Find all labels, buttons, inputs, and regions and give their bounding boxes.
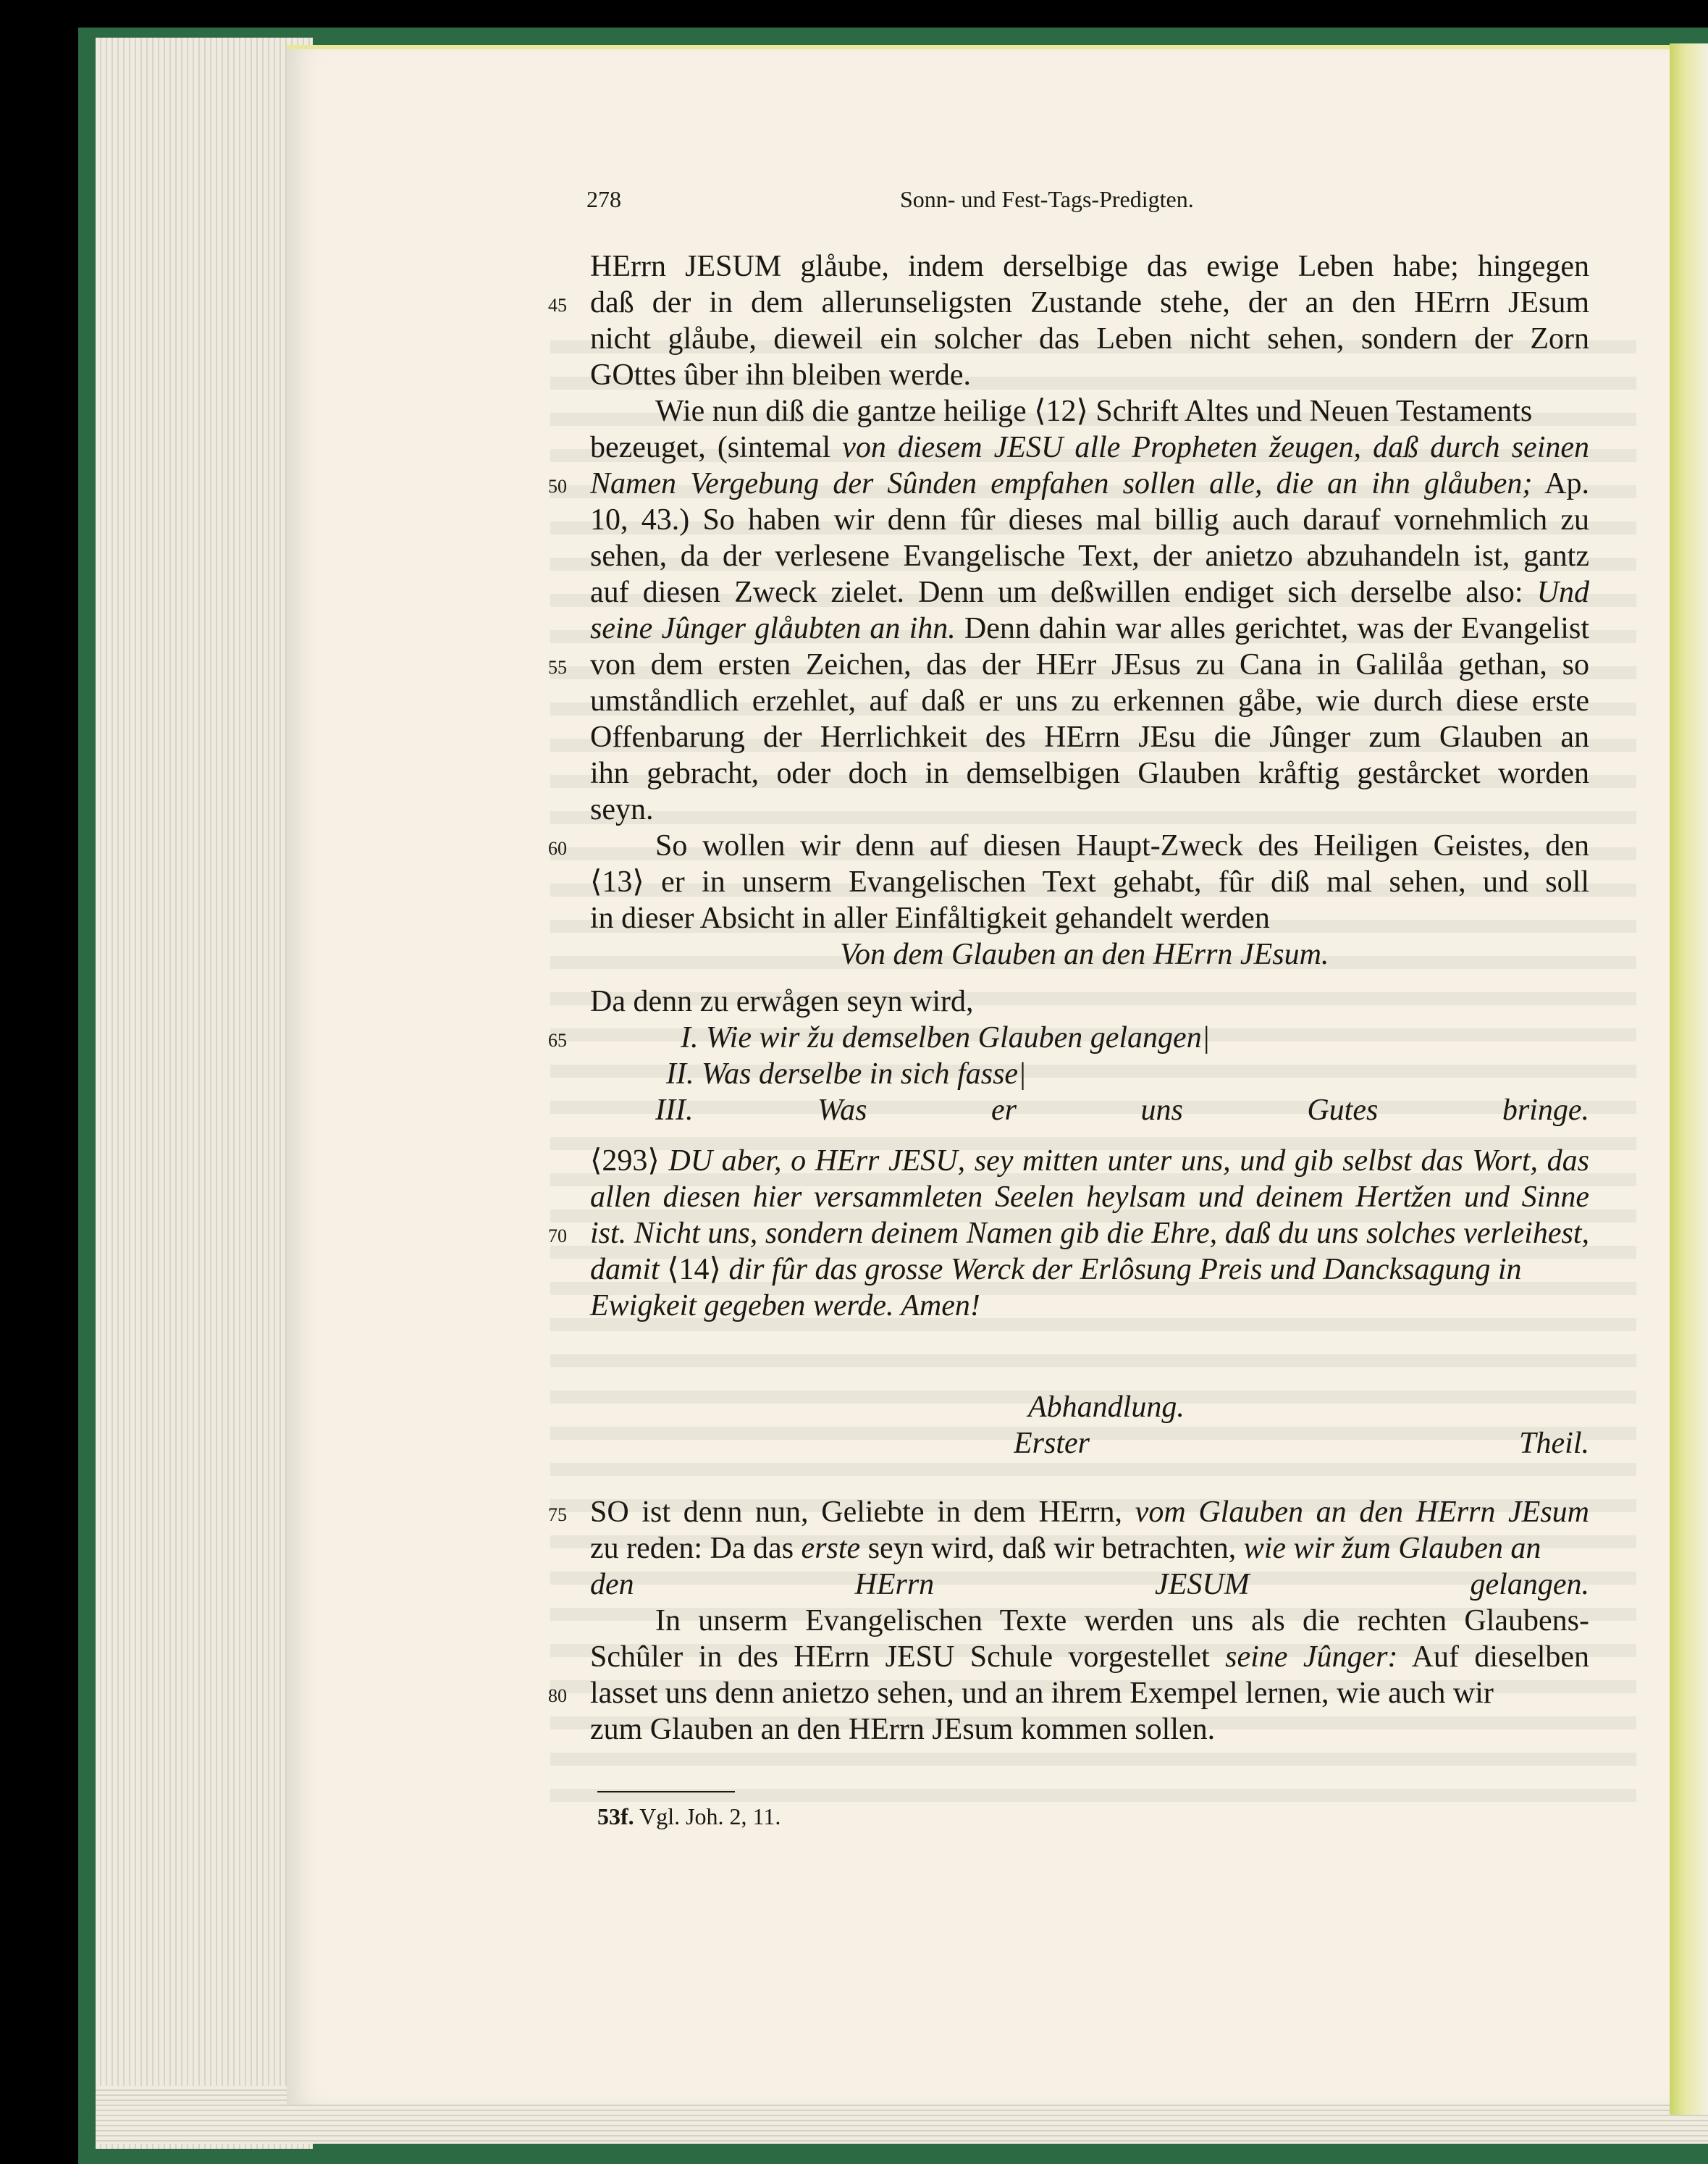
page-number: 278	[586, 186, 621, 212]
text-span: Denn dahin war alles gerichtet, was der Evangelist	[955, 612, 1589, 645]
text-line	[590, 611, 1589, 647]
facing-page-edge	[1670, 43, 1708, 2115]
text-span: ⟨13⟩ er in unserm Evangelischen Text gehabt, fûr diß mal sehen, und soll	[590, 865, 1589, 899]
italic-span: vom Glauben an den HErrn JEsum	[1135, 1496, 1589, 1529]
italic-span: I. Wie wir žu demselben Glauben gelangen|	[681, 1021, 1211, 1054]
text-line	[590, 502, 1589, 538]
text-span: So wollen wir denn auf diesen Haupt-Zweck des Heiligen Geistes, den	[655, 829, 1589, 863]
text-span: Da denn zu erwågen seyn wird,	[590, 985, 974, 1018]
text-span: Ap.	[1544, 467, 1589, 500]
text-line	[590, 574, 1589, 611]
text-span: lasset uns denn anietzo sehen, und an ihrem Exempel lernen, wie auch wir	[590, 1677, 1494, 1710]
text-line	[655, 828, 1589, 864]
text-span: nicht glåube, dieweil ein solcher das Leben nicht sehen, sondern der Zorn	[590, 322, 1589, 356]
text-line	[655, 393, 1532, 429]
text-line	[590, 285, 1589, 321]
text-span: von dem ersten Zeichen, das der HErr JEsus zu Cana in Galilåa gethan, so	[590, 648, 1589, 682]
text-line	[590, 1567, 1589, 1603]
text-span: zum Glauben an den HErrn JEsum kommen sollen.	[590, 1713, 1216, 1746]
italic-span: damit	[590, 1253, 668, 1286]
text-line	[590, 357, 971, 393]
text-line	[590, 1494, 1589, 1530]
footnote-ref: 53f.	[597, 1803, 634, 1829]
text-span: HErrn JESUM glåube, indem derselbige das ewige Leben habe; hingegen	[590, 250, 1589, 283]
text-line	[590, 1530, 1541, 1567]
text-span: Wie nun diß die gantze heilige ⟨12⟩ Schrift Altes und Neuen Testaments	[655, 395, 1533, 428]
line-number: 50	[548, 476, 567, 497]
text-line	[666, 1056, 1027, 1092]
text-line	[1014, 1425, 1589, 1461]
italic-span: Und	[1536, 576, 1589, 609]
text-span: Auf dieselben	[1397, 1640, 1589, 1674]
italic-span: erste	[801, 1532, 861, 1565]
line-number: 70	[548, 1225, 567, 1246]
text-line	[590, 321, 1589, 357]
text-line	[590, 1288, 980, 1324]
italic-span: den HErrn JESUM gelangen.	[590, 1568, 1589, 1601]
italic-span: Erster Theil.	[1014, 1427, 1589, 1460]
text-span: auf diesen Zweck zielet. Denn um deßwillen endiget sich derselbe also:	[590, 576, 1537, 609]
text-line	[590, 1711, 1215, 1748]
line-number: 55	[548, 657, 567, 678]
text-span: ihn gebracht, oder doch in demselbigen Glauben kråftig gestårcket worden	[590, 757, 1589, 790]
text-span: in dieser Absicht in aller Einfåltigkeit gehandelt werden	[590, 902, 1270, 935]
italic-span: seine Jûnger:	[1225, 1640, 1398, 1674]
text-span: zu reden: Da das	[590, 1532, 802, 1565]
text-span: GOttes ûber ihn bleiben werde.	[590, 358, 972, 392]
footnote-text: Vgl. Joh. 2, 11.	[634, 1803, 781, 1829]
italic-span: allen diesen hier versammleten Seelen heylsam und deinem Hertžen und Sinne	[590, 1180, 1589, 1214]
text-span: In unserm Evangelischen Texte werden uns als die rechten Glaubens-	[655, 1604, 1589, 1637]
text-span: 10, 43.) So haben wir denn fûr dieses mal billig auch darauf vornehmlich zu	[590, 503, 1589, 537]
text-span: umståndlich erzehlet, auf daß er uns zu erkennen gåbe, wie durch diese erste	[590, 684, 1589, 718]
text-line	[590, 984, 973, 1020]
text-line	[655, 1092, 1589, 1128]
text-line	[681, 1020, 1210, 1056]
text-span: sehen, da der verlesene Evangelische Text, der anietzo abzuhandeln ist, gantz	[590, 540, 1589, 573]
text-span: seyn.	[590, 793, 654, 826]
line-number: 60	[548, 838, 567, 859]
italic-span: Ewigkeit gegeben werde. Amen!	[590, 1289, 980, 1322]
text-line	[590, 683, 1589, 719]
italic-span: II. Was derselbe in sich fasse|	[666, 1057, 1027, 1091]
text-span: seyn wird, daß wir betrachten,	[860, 1532, 1244, 1565]
line-number: 80	[548, 1685, 567, 1706]
footnote	[597, 1802, 781, 1831]
italic-span: Namen Vergebung der Sûnden empfahen sollen alle, die an ihn glåuben;	[590, 467, 1533, 500]
italic-span: von diesem JESU alle Propheten žeugen, daß durch seinen	[842, 431, 1589, 464]
text-span: Schûler in des HErrn JESU Schule vorgestellet	[590, 1640, 1226, 1674]
text-line	[590, 647, 1589, 683]
italic-span: III. Was er uns Gutes bringe.	[655, 1094, 1589, 1127]
footnote-rule	[597, 1791, 735, 1792]
text-line	[590, 538, 1589, 574]
text-line	[590, 429, 1589, 466]
text-span: SO ist denn nun, Geliebte in dem HErrn,	[590, 1496, 1135, 1529]
italic-span: Abhandlung.	[1028, 1391, 1185, 1424]
italic-span: DU aber, o HErr JESU, sey mitten unter uns, und gib selbst das Wort, das	[668, 1144, 1589, 1178]
text-line	[590, 1675, 1494, 1711]
text-line	[590, 900, 1270, 936]
italic-span: seine Jûnger glåubten an ihn.	[590, 612, 956, 645]
text-line	[1028, 1389, 1185, 1425]
text-line	[590, 248, 1589, 285]
text-line	[590, 466, 1589, 502]
italic-span: wie wir žum Glauben an	[1243, 1532, 1541, 1565]
line-number: 65	[548, 1030, 567, 1051]
text-line	[840, 936, 1329, 973]
text-line	[590, 864, 1589, 900]
italic-span: Von dem Glauben an den HErrn JEsum.	[840, 938, 1329, 971]
text-line	[590, 1179, 1589, 1215]
running-title: Sonn- und Fest-Tags-Predigten.	[900, 186, 1194, 212]
line-number: 45	[548, 295, 567, 316]
text-line	[590, 1639, 1589, 1675]
italic-span: dir fûr das grosse Werck der Erlôsung Preis und Dancksagung in	[728, 1253, 1522, 1286]
text-span: ⟨14⟩	[667, 1253, 729, 1286]
text-line	[590, 1251, 1522, 1288]
text-line	[590, 1215, 1589, 1251]
text-line	[655, 1603, 1589, 1639]
text-span: ⟨293⟩	[590, 1144, 669, 1178]
text-span: daß der in dem allerunseligsten Zustande stehe, der an den HErrn JEsum	[590, 286, 1589, 319]
page-edges	[96, 38, 313, 2149]
text-line	[590, 1143, 1589, 1179]
page-top-edge	[287, 45, 1677, 49]
text-line	[590, 792, 654, 828]
text-line	[590, 719, 1589, 755]
italic-span: ist. Nicht uns, sondern deinem Namen gib die Ehre, daß du uns solches verleihest,	[590, 1217, 1589, 1250]
text-span: bezeuget, (sintemal	[590, 431, 843, 464]
text-line	[590, 755, 1589, 792]
text-span: Offenbarung der Herrlichkeit des HErrn JEsu die Jûnger zum Glauben an	[590, 721, 1589, 754]
line-number: 75	[548, 1504, 567, 1525]
